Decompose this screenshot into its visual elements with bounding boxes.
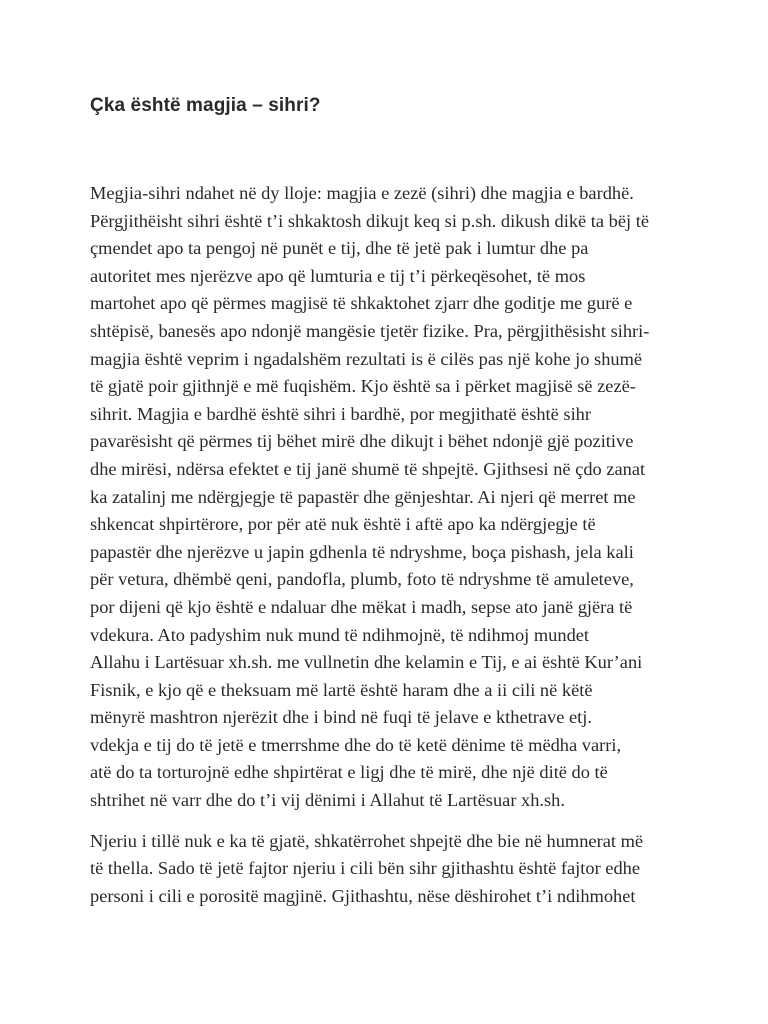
text-line: Përgjithëisht sihri është t’i shkaktosh dikujt keq si p.sh. dikush dikë ta bëj të	[90, 210, 649, 231]
text-line: Megjia-sihri ndahet në dy lloje: magjia e zezë (sihri) dhe magjia e bardhë.	[90, 183, 634, 203]
text-line: autoritet mes njerëzve apo që lumturia e tij t’i përkeqësohet, të mos	[90, 265, 586, 286]
text-line: të gjatë poir gjithnjë e më fuqishëm. Kjo është sa i përket magjisë së zezë-	[90, 376, 636, 397]
paragraph	[90, 180, 730, 815]
text-line: ka zatalinj me ndërgjegje të papastër dhe gënjeshtar. Ai njeri që merret me	[90, 486, 636, 507]
text-line: papastër dhe njerëzve u japin gdhenla të ndryshme, boça pishash, jela kali	[90, 541, 634, 562]
text-line: mënyrë mashtron njerëzit dhe i bind në fuqi të jelave e kthetrave etj.	[90, 707, 592, 728]
text-line: për vetura, dhëmbë qeni, pandofla, plumb, foto të ndryshme të amuleteve,	[90, 569, 634, 590]
text-line: Allahu i Lartësuar xh.sh. me vullnetin dhe kelamin e Tij, e ai është Kur’ani	[90, 652, 643, 673]
text-line: martohet apo që përmes magjisë të shkaktohet zjarr dhe goditje me gurë e	[90, 293, 633, 314]
text-line: shtrihet në varr dhe do t’i vij dënimi i Allahut të Lartësuar xh.sh.	[90, 790, 565, 811]
text-line: magjia është veprim i ngadalshëm rezultati is ë cilës pas një kohe jo shumë	[90, 348, 643, 369]
text-line: Njeriu i tillë nuk e ka të gjatë, shkatërrohet shpejtë dhe bie në humnerat më	[90, 830, 644, 851]
text-line: por dijeni që kjo është e ndaluar dhe mëkat i madh, sepse ato janë gjëra të	[90, 596, 633, 617]
text-line: shkencat shpirtërore, por për atë nuk është i aftë apo ka ndërgjegje të	[90, 514, 596, 535]
text-line: pavarësisht që përmes tij bëhet mirë dhe dikujt i bëhet ndonjë gjë pozitive	[90, 431, 634, 452]
text-line: shtëpisë, banesës apo ndonjë mangësie tjetër fizike. Pra, përgjithësisht sihri-	[90, 320, 650, 341]
text-line: vdekura. Ato padyshim nuk mund të ndihmojnë, të ndihmoj mundet	[90, 624, 590, 645]
text-line: personi i cili e porositë magjinë. Gjithashtu, nëse dëshirohet t’i ndihmohet	[90, 885, 636, 906]
text-line: çmendet apo ta pengoj në punët e tij, dhe të jetë pak i lumtur dhe pa	[90, 238, 589, 259]
text-line: sihrit. Magjia e bardhë është sihri i bardhë, por megjithatë është sihr	[90, 403, 592, 424]
text-line: atë do ta torturojnë edhe shpirtërat e ligj dhe të mirë, dhe një ditë do të	[90, 762, 608, 783]
document-body	[90, 180, 730, 910]
document-title: Çka është magjia – sihri?	[90, 95, 321, 116]
text-line: të thella. Sado të jetë fajtor njeriu i cili bën sihr gjithashtu është fajtor edhe	[90, 858, 641, 879]
text-line: dhe mirësi, ndërsa efektet e tij janë shumë të shpejtë. Gjithsesi në çdo zanat	[90, 458, 646, 479]
text-line: vdekja e tij do të jetë e tmerrshme dhe do të ketë dënime të mëdha varri,	[90, 734, 622, 755]
paragraph	[90, 828, 730, 911]
text-line: Fisnik, e kjo që e theksuam më lartë është haram dhe a ii cili në këtë	[90, 679, 593, 700]
